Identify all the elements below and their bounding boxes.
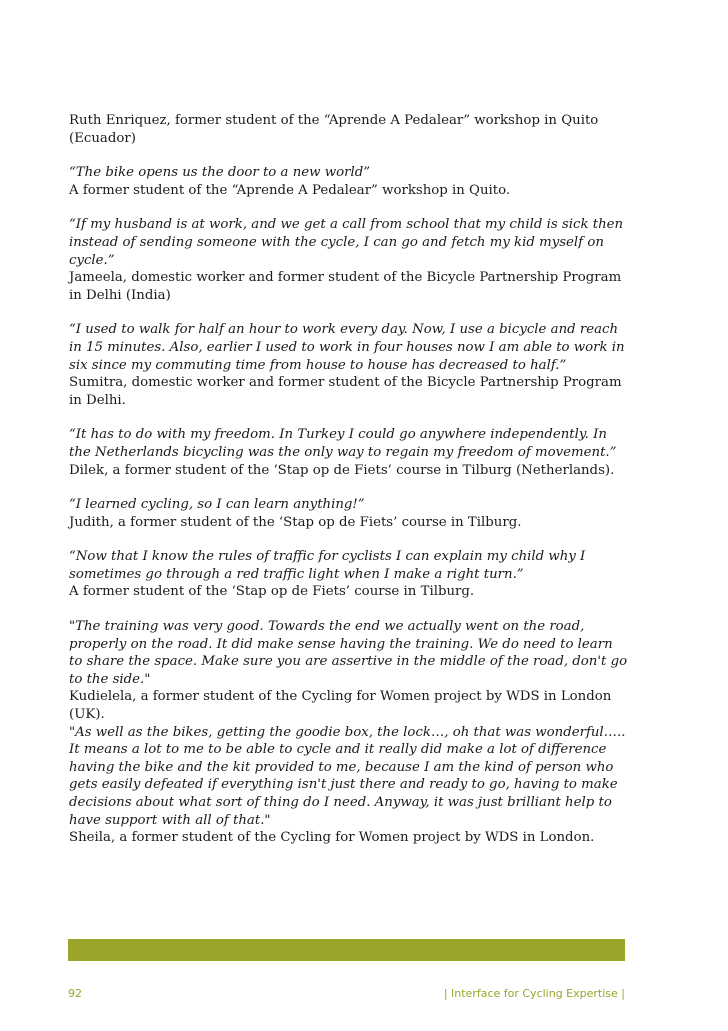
quote: “If my husband is at work, and we get a call from school that my child is sick then instead of sending someone with the cycle, I can go and fetch my kid myself on cycle.” xyxy=(69,217,624,268)
attribution: Ruth Enriquez, former student of the “Aprende A Pedalear” workshop in Quito (Ecuador) xyxy=(69,113,599,146)
attribution: Kudielela, a former student of the Cycling for Women project by WDS in London (UK). xyxy=(69,689,612,723)
testimonial-tilburg xyxy=(69,548,629,601)
testimonial-quito xyxy=(69,164,629,199)
quote: “The bike opens us the door to a new world” xyxy=(69,165,371,181)
quote: "As well as the bikes, getting the goodie box, the lock…, oh that was wonderful….. It means a lot to me to be able to cycle and it really did make a lot of difference having the bike and the kit provided to me, because I am the kind of person who gets easily defeated if everything isn't just there and ready to go, having to make decisions about what sort of thing do I need. Anyway, it was just brilliant help to have support with all of that." xyxy=(69,724,626,828)
testimonial-sheila xyxy=(69,724,629,847)
testimonial-kudielela xyxy=(69,618,629,724)
attribution: A former student of the “Aprende A Pedalear” workshop in Quito. xyxy=(69,182,511,198)
attribution: Judith, a former student of the ‘Stap op de Fiets’ course in Tilburg. xyxy=(69,514,522,530)
page-number: 92 xyxy=(68,987,82,1000)
attribution: Sheila, a former student of the Cycling for Women project by WDS in London. xyxy=(69,830,595,846)
attribution: Sumitra, domestic worker and former student of the Bicycle Partnership Program in Delhi. xyxy=(69,375,622,408)
attribution: Dilek, a former student of the ‘Stap op de Fiets’ course in Tilburg (Netherlands). xyxy=(69,462,615,478)
attribution: A former student of the ‘Stap op de Fiets’ course in Tilburg. xyxy=(69,584,475,600)
publication-title: | Interface for Cycling Expertise | xyxy=(443,987,625,1000)
testimonial-jameela xyxy=(69,216,629,304)
testimonial-dilek xyxy=(69,426,629,479)
quote: “It has to do with my freedom. In Turkey I could go anywhere independently. In the Netherlands bicycling was the only way to regain my freedom of movement.” xyxy=(69,427,617,460)
footer-accent-bar xyxy=(68,939,625,961)
testimonial-sumitra xyxy=(69,321,629,409)
testimonials xyxy=(69,112,629,847)
attribution: Jameela, domestic worker and former student of the Bicycle Partnership Program in Delhi (India) xyxy=(69,270,622,303)
quote: “I used to walk for half an hour to work every day. Now, I use a bicycle and reach in 15 minutes. Also, earlier I used to work in four houses now I am able to work in six since my commuting time from house to house has decreased to half.” xyxy=(69,322,625,373)
testimonial-ruth xyxy=(69,112,629,147)
quote: "The training was very good. Towards the end we actually went on the road, properly on the road. It did make sense having the training. We do need to learn to share the space. Make sure you are assertive in the middle of the road, don't go to the side." xyxy=(69,619,628,687)
quote: “I learned cycling, so I can learn anything!” xyxy=(69,497,365,513)
quote: “Now that I know the rules of traffic for cyclists I can explain my child why I sometimes go through a red traffic light when I make a right turn.” xyxy=(69,549,586,582)
testimonial-judith xyxy=(69,496,629,531)
